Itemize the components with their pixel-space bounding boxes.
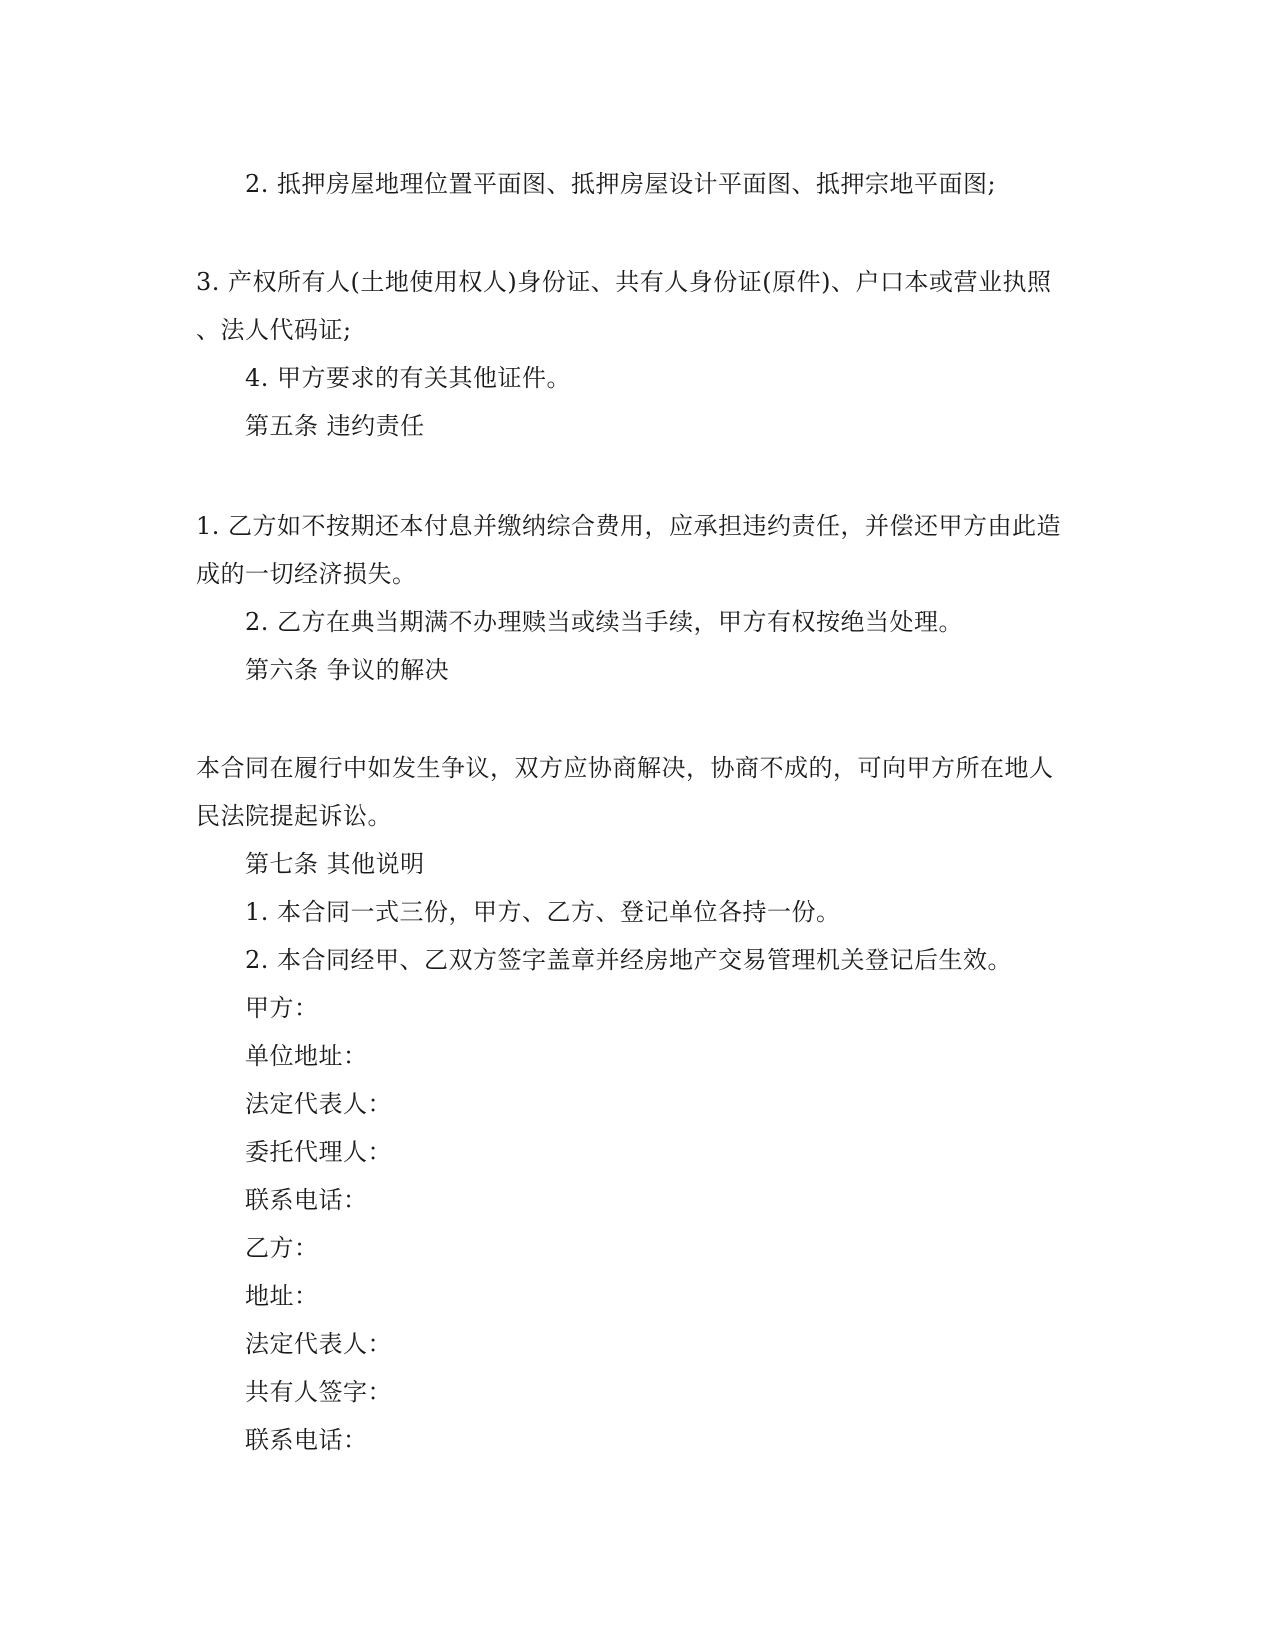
article-5-item-1: 1. 乙方如不按期还本付息并缴纳综合费用，应承担违约责任，并偿还甲方由此造 bbox=[196, 512, 1062, 540]
party-b-legal-rep-label: 法定代表人： bbox=[245, 1330, 392, 1358]
article-7-item-1: 1. 本合同一式三份，甲方、乙方、登记单位各持一份。 bbox=[245, 898, 841, 926]
party-a-agent-label: 委托代理人： bbox=[245, 1138, 392, 1166]
party-a-legal-rep-label: 法定代表人： bbox=[245, 1090, 392, 1118]
article-6-text: 本合同在履行中如发生争议，双方应协商解决，协商不成的，可向甲方所在地人 bbox=[196, 754, 1054, 782]
party-a-phone-label: 联系电话： bbox=[245, 1186, 368, 1214]
item-3-id-documents: 3. 产权所有人(土地使用权人)身份证、共有人身份证(原件)、户口本或营业执照 bbox=[196, 268, 1052, 296]
article-5-item-1-continuation: 成的一切经济损失。 bbox=[196, 560, 417, 588]
co-owner-signature-label: 共有人签字： bbox=[245, 1378, 392, 1406]
article-7-heading: 第七条 其他说明 bbox=[245, 850, 425, 878]
article-6-text-continuation: 民法院提起诉讼。 bbox=[196, 802, 392, 830]
article-6-heading: 第六条 争议的解决 bbox=[245, 656, 450, 684]
party-a-address-label: 单位地址： bbox=[245, 1042, 368, 1070]
article-5-item-2: 2. 乙方在典当期满不办理赎当或续当手续，甲方有权按绝当处理。 bbox=[245, 608, 964, 636]
item-3-continuation: 、法人代码证; bbox=[196, 316, 352, 344]
party-a-label: 甲方： bbox=[245, 994, 319, 1022]
article-5-heading: 第五条 违约责任 bbox=[245, 412, 425, 440]
item-2-mortgage-plans: 2. 抵押房屋地理位置平面图、抵押房屋设计平面图、抵押宗地平面图; bbox=[245, 170, 997, 198]
party-b-address-label: 地址： bbox=[245, 1282, 319, 1310]
article-7-item-2: 2. 本合同经甲、乙双方签字盖章并经房地产交易管理机关登记后生效。 bbox=[245, 946, 1013, 974]
party-b-label: 乙方： bbox=[245, 1234, 319, 1262]
item-4-other-certificates: 4. 甲方要求的有关其他证件。 bbox=[245, 364, 572, 392]
party-b-phone-label: 联系电话： bbox=[245, 1426, 368, 1454]
